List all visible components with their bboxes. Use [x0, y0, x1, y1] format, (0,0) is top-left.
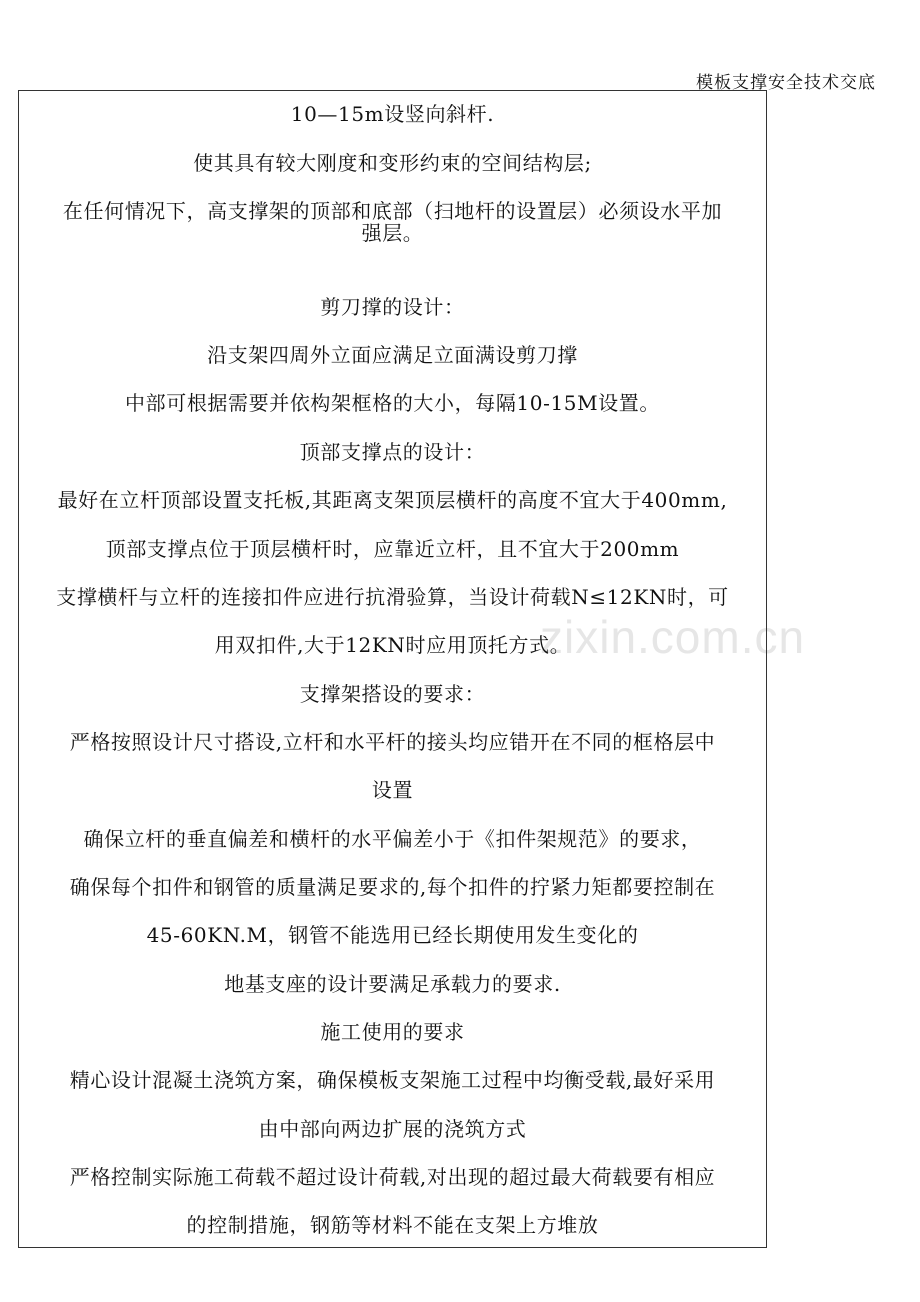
document-header-title: 模板支撑安全技术交底 [696, 73, 876, 93]
section-heading: 支撑架搭设的要求： [299, 682, 486, 706]
text-line: 确保立杆的垂直偏差和横杆的水平偏差小于《扣件架规范》的要求， [83, 827, 702, 851]
content-frame [18, 90, 767, 1248]
text-line: 中部可根据需要并依构架框格的大小，每隔10-15M设置。 [125, 391, 660, 415]
text-line: 沿支架四周外立面应满足立面满设剪刀撑 [207, 343, 578, 367]
text-line: 确保每个扣件和钢管的质量满足要求的,每个扣件的拧紧力矩都要控制在 [69, 875, 716, 899]
text-line: 顶部支撑点位于顶层横杆时，应靠近立杆，且不宜大于200mm [105, 537, 680, 561]
text-line: 强层。 [361, 221, 424, 245]
text-line: 10—15m设竖向斜杆. [290, 102, 495, 126]
watermark: zixin.com.cn [540, 611, 806, 663]
text-line: 的控制措施，钢筋等材料不能在支架上方堆放 [186, 1213, 599, 1237]
text-line: 使其具有较大刚度和变形约束的空间结构层; [193, 151, 592, 175]
section-heading: 剪刀撑的设计： [320, 295, 465, 319]
text-line: 精心设计混凝土浇筑方案，确保模板支架施工过程中均衡受载,最好采用 [69, 1068, 716, 1092]
section-heading: 施工使用的要求 [320, 1020, 465, 1044]
text-line: 地基支座的设计要满足承载力的要求. [224, 972, 561, 996]
section-heading: 顶部支撑点的设计： [299, 440, 486, 464]
text-line: 用双扣件,大于12KN时应用顶托方式。 [214, 633, 571, 657]
text-line: 45-60KN.M，钢管不能选用已经长期使用发生变化的 [146, 923, 639, 947]
text-line: 严格控制实际施工荷载不超过设计荷载,对出现的超过最大荷载要有相应 [69, 1165, 716, 1189]
text-line: 设置 [371, 778, 414, 802]
text-line: 在任何情况下，高支撑架的顶部和底部（扫地杆的设置层）必须设水平加 [62, 199, 723, 223]
text-line: 支撑横杆与立杆的连接扣件应进行抗滑验算，当设计荷载N≤12KN时，可 [56, 585, 729, 609]
text-line: 严格按照设计尺寸搭设,立杆和水平杆的接头均应错开在不同的框格层中 [69, 730, 716, 754]
text-line: 由中部向两边扩展的浇筑方式 [258, 1117, 527, 1141]
text-line: 最好在立杆顶部设置支托板,其距离支架顶层横杆的高度不宜大于400mm, [57, 488, 728, 512]
